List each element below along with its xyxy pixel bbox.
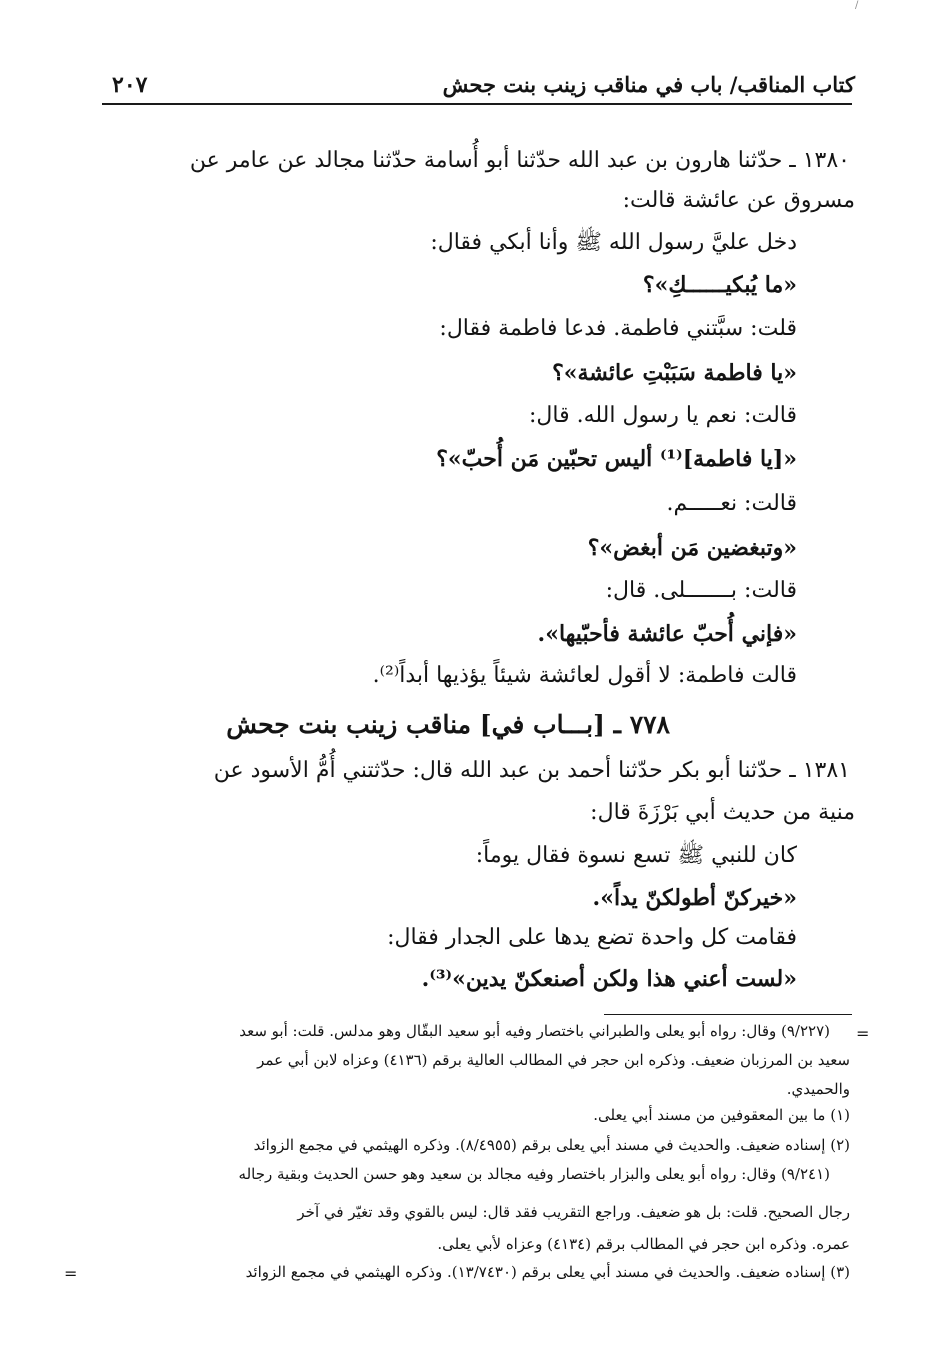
footnote-line: (٩/٢٤١) وقال: رواه أبو يعلى والبزار باختصار وفيه مجالد بن سعيد وهو حسن الحديث وبقية رجاله xyxy=(238,1165,830,1183)
hadith-1380-line-1: ١٣٨٠ ـ حدّثنا هارون بن عبد الله حدّثنا أبو أُسامة حدّثنا مجالد عن عامر عن xyxy=(189,148,850,173)
running-header: كتاب المناقب/ باب في مناقب زينب بنت جحش xyxy=(442,72,855,97)
prophet-quote: «وتبغضين مَن أبغض»؟ xyxy=(587,535,797,561)
footnote-line: عمره. وذكره ابن حجر في المطالب برقم (٤١٣٤) وعزاه لأبي يعلى. xyxy=(437,1235,850,1253)
header-rule xyxy=(102,103,852,105)
prophet-quote: «[يا فاطمة]⁽¹⁾ أليس تحبّين مَن أُحبّ»؟ xyxy=(436,446,797,472)
continuation-mark: = xyxy=(856,1024,870,1043)
page-number: ٢٠٧ xyxy=(112,72,148,98)
footnote-line: رجال الصحيح. قلت: بل هو ضعيف. وراجع التقريب فقد قال: ليس بالقوي وقد تغيّر في آخر xyxy=(297,1203,850,1221)
prophet-quote: «ما يُبكيــــــكِ»؟ xyxy=(642,272,797,298)
scan-mark: / xyxy=(855,0,859,11)
prophet-quote: «لست أعني هذا ولكن أصنعكنّ يدين»⁽³⁾. xyxy=(421,966,797,992)
text-line: كان للنبي ﷺ تسع نسوة فقال يوماً: xyxy=(475,843,797,868)
text-line: فقامت كل واحدة تضع يدها على الجدار فقال: xyxy=(387,925,797,950)
footnote-separator xyxy=(604,1014,852,1015)
footnote-line: والحميدي. xyxy=(786,1080,850,1098)
text-line: قالت فاطمة: لا أقول لعائشة شيئاً يؤذيها أبداً⁽²⁾. xyxy=(372,663,797,688)
chapter-title: ٧٧٨ ـ [بـــاب في] مناقب زينب بنت جحش xyxy=(226,710,670,739)
text-line: قالت: بـــــــلى. قال: xyxy=(605,578,797,603)
hadith-1381-line-2: منية من حديث أبي بَرْزَةَ قال: xyxy=(590,800,855,825)
text-line: دخل عليَّ رسول الله ﷺ وأنا أبكي فقال: xyxy=(430,230,797,255)
footnote-3: (٣) إسناده ضعيف. والحديث في مسند أبي يعلى برقم (١٣/٧٤٣٠). وذكره الهيثمي في مجمع الزوائد xyxy=(245,1263,850,1281)
prophet-quote: «خيركنّ أطولكنّ يداً». xyxy=(592,885,797,911)
text-line: قلت: سبَّتني فاطمة. فدعا فاطمة فقال: xyxy=(439,316,797,341)
footnote-line: (٩/٢٢٧) وقال: رواه أبو يعلى والطبراني باختصار وفيه أبو سعيد البقّال وهو مدلس. قلت: أبو سعد xyxy=(239,1022,830,1040)
hadith-1380-line-2: مسروق عن عائشة قالت: xyxy=(622,188,855,213)
text-line: قالت: نعم يا رسول الله. قال: xyxy=(528,403,797,428)
prophet-quote: «فإني أُحبّ عائشة فأحبّيها». xyxy=(537,621,797,647)
prophet-quote: «يا فاطمة سَبَبْتِ عائشة»؟ xyxy=(552,360,797,386)
end-mark: = xyxy=(64,1264,78,1283)
text-line: قالت: نعـــــم. xyxy=(666,491,797,516)
footnote-1: (١) ما بين المعقوفين من مسند أبي يعلى. xyxy=(593,1106,850,1124)
footnote-line: سعيد بن المرزبان ضعيف. وذكره ابن حجر في المطالب العالية برقم (٤١٣٦) وعزاه لابن أبي عمر xyxy=(257,1051,850,1069)
hadith-1381-line-1: ١٣٨١ ـ حدّثنا أبو بكر حدّثنا أحمد بن عبد الله قال: حدّثتني أُمُّ الأسود عن xyxy=(213,758,850,783)
footnote-2: (٢) إسناده ضعيف. والحديث في مسند أبي يعلى برقم (٨/٤٩٥٥). وذكره الهيثمي في مجمع الزوائد xyxy=(253,1136,850,1154)
